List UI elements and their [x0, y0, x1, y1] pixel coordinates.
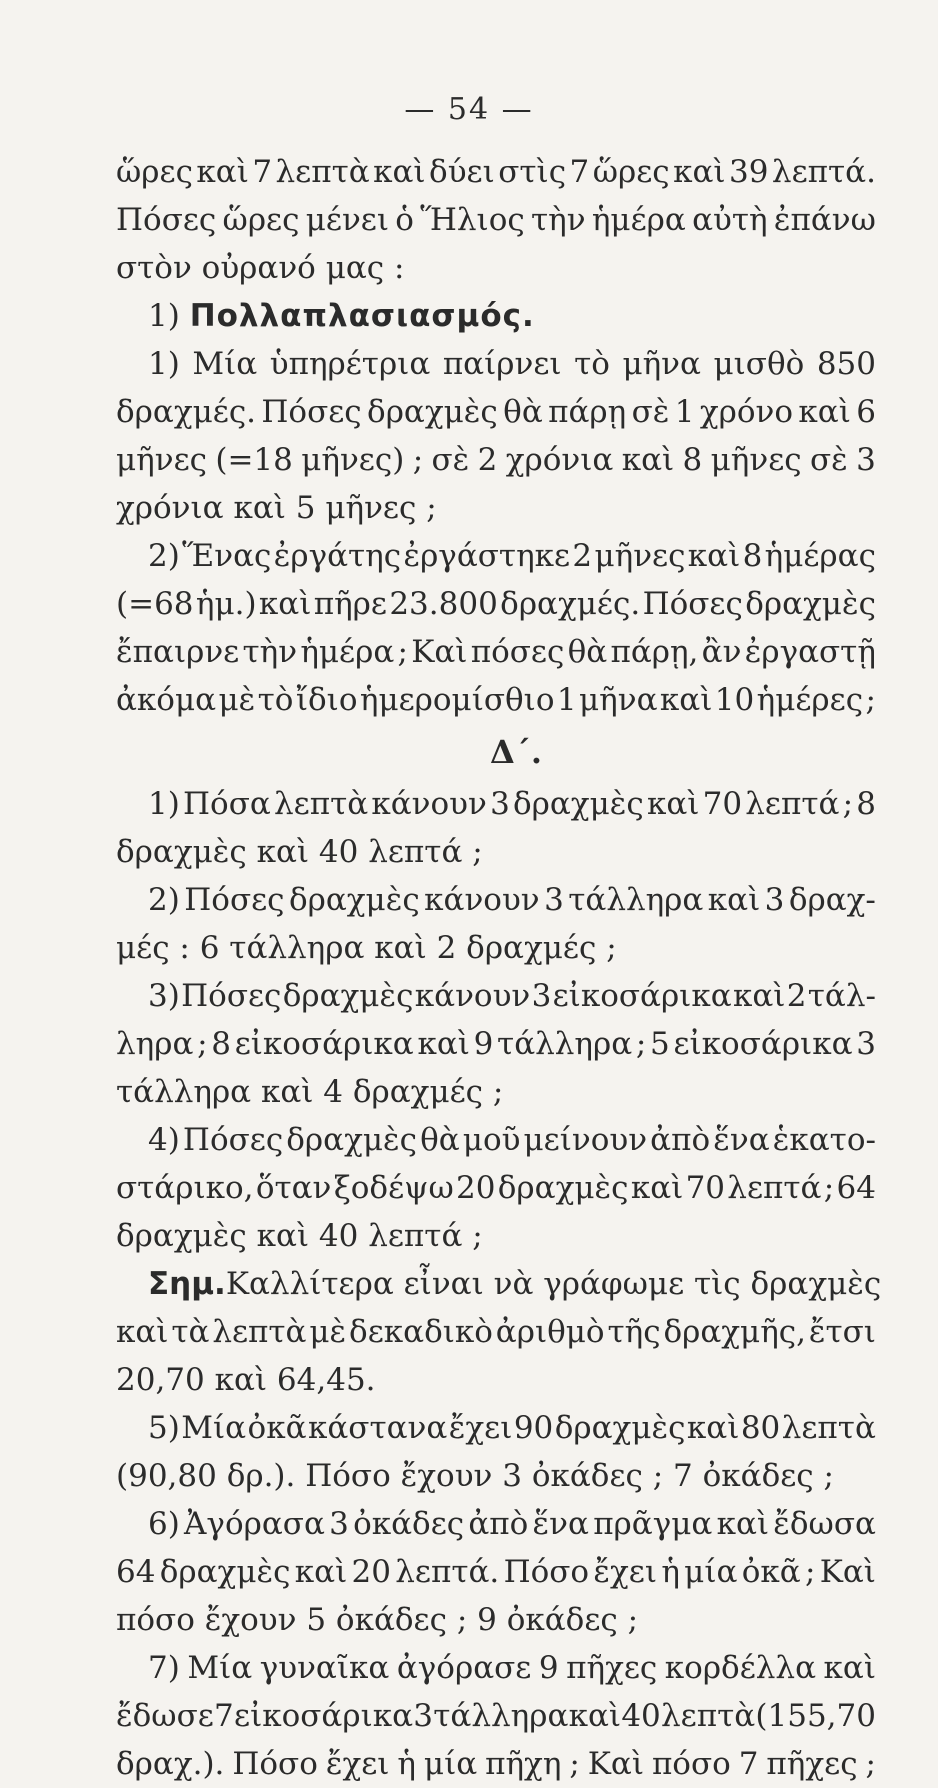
text-line: ἀκόμα μὲ τὸ ἴδιο ἡμερομίσθιο 1 μῆνα καὶ 10 ἡμέρες ; [116, 682, 876, 718]
note-line [116, 1260, 882, 1308]
text-line: δραχμὲς καὶ 40 λεπτά ; [116, 834, 483, 870]
note-text: Καλλίτερα εἶναι νὰ γράφωμε τὶς δραχμὲς [225, 1266, 882, 1302]
text-line: δραχμές. Πόσες δραχμὲς θὰ πάρῃ σὲ 1 χρόνο καὶ 6 [116, 394, 876, 430]
text-line: 1) Μία ὑπηρέτρια παίρνει τὸ μῆνα μισθὸ 850 [148, 346, 876, 382]
text-line: καὶ τὰ λεπτὰ μὲ δεκαδικὸ ἀριθμὸ τῆς δραχμῆς, ἔτσι [116, 1314, 876, 1350]
text-line: δραχ.). Πόσο ἔχει ἡ μία πῆχη ; Καὶ πόσο 7 πῆχες ; [116, 1746, 876, 1782]
section-heading-delta: Δ΄. [490, 733, 542, 771]
text-line: στάρικο, ὅταν ξοδέψω 20 δραχμὲς καὶ 70 λεπτά ; 64 [116, 1170, 876, 1206]
text-line: 2) Πόσες δραχμὲς κάνουν 3 τάλληρα καὶ 3 δραχ- [148, 882, 876, 918]
text-line: πόσο ἔχουν 5 ὀκάδες ; 9 ὀκάδες ; [116, 1602, 639, 1638]
text-line: Πόσες ὥρες μένει ὁ Ἥλιος τὴν ἡμέρα αὐτὴ ἐπάνω [116, 202, 876, 238]
page-text [116, 148, 882, 1788]
text-line: ἔδωσε 7 εἰκοσάρικα 3 τάλληρα καὶ 40 λεπτὰ (155,70 [116, 1698, 876, 1734]
text-line: 5) Μία ὀκᾶ κάστανα ἔχει 90 δραχμὲς καὶ 80 λεπτὰ [148, 1410, 876, 1446]
text-line: 64 δραχμὲς καὶ 20 λεπτά. Πόσο ἔχει ἡ μία ὀκᾶ ; Καὶ [116, 1554, 876, 1590]
text-line: 2) Ἕνας ἐργάτης ἐργάστηκε 2 μῆνες καὶ 8 ἡμέρας [148, 538, 876, 574]
text-line: (90,80 δρ.). Πόσο ἔχουν 3 ὀκάδες ; 7 ὀκάδες ; [116, 1458, 834, 1494]
text-line: ὥρες καὶ 7 λεπτὰ καὶ δύει στὶς 7 ὥρες καὶ 39 λεπτά. [116, 154, 876, 190]
text-line: ἔπαιρνε τὴν ἡμέρα ; Καὶ πόσες θὰ πάρῃ, ἂν ἐργαστῇ [116, 634, 876, 670]
note-label: Σημ. [148, 1266, 226, 1302]
text-line: μές : 6 τάλληρα καὶ 2 δραχμές ; [116, 930, 617, 966]
text-line: 3) Πόσες δραχμὲς κάνουν 3 εἰκοσάρικα καὶ 2 τάλ- [148, 978, 876, 1014]
heading-number: 1) [148, 298, 180, 334]
text-line: ληρα ; 8 εἰκοσάρικα καὶ 9 τάλληρα ; 5 εἰκοσάρικα 3 [116, 1026, 876, 1062]
text-line: 4) Πόσες δραχμὲς θὰ μοῦ μείνουν ἀπὸ ἕνα ἑκατο- [148, 1122, 876, 1158]
text-line: τάλληρα καὶ 4 δραχμές ; [116, 1074, 504, 1110]
text-line: 6) Ἀγόρασα 3 ὀκάδες ἀπὸ ἕνα πρᾶγμα καὶ ἔδωσα [148, 1506, 876, 1542]
text-line: (=68 ἡμ.) καὶ πῆρε 23.800 δραχμές. Πόσες δραχμὲς [116, 586, 876, 622]
text-line: 1) Πόσα λεπτὰ κάνουν 3 δραχμὲς καὶ 70 λεπτά ; 8 [148, 786, 876, 822]
text-line: μῆνες (=18 μῆνες) ; σὲ 2 χρόνια καὶ 8 μῆνες σὲ 3 [116, 442, 876, 478]
text-line: δραχμὲς καὶ 40 λεπτά ; [116, 1218, 483, 1254]
text-line: χρόνια καὶ 5 μῆνες ; [116, 490, 437, 526]
text-line: 7) Μία γυναῖκα ἀγόρασε 9 πῆχες κορδέλλα καὶ [148, 1650, 876, 1686]
heading-title: Πολλαπλασιασμός. [189, 298, 535, 334]
text-line: 20,70 καὶ 64,45. [116, 1362, 376, 1398]
subsection-heading [116, 292, 876, 340]
text-line: στὸν οὐρανό μας : [116, 250, 405, 286]
page-number: — 54 — [404, 92, 534, 127]
